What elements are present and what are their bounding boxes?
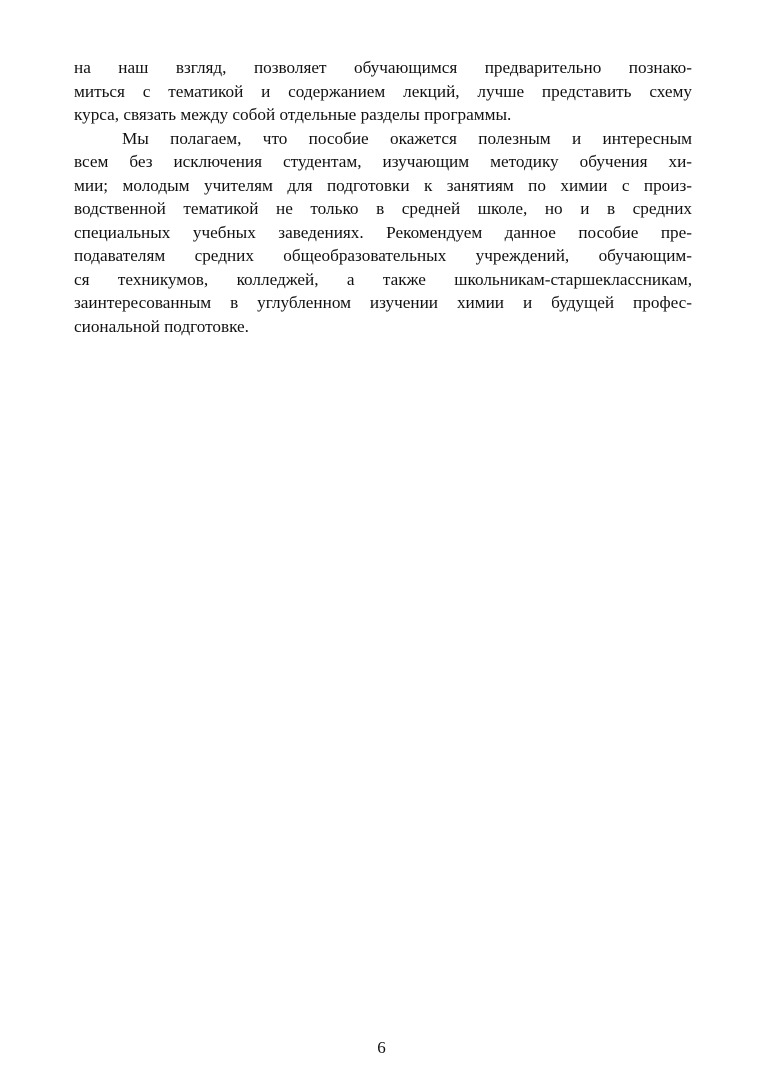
text-line: заинтересованным в углубленном изучении химии и будущей профес- bbox=[74, 293, 692, 312]
text-line: подавателям средних общеобразовательных учреждений, обучающим- bbox=[74, 246, 692, 265]
text-line: сиональной подготовке. bbox=[74, 316, 249, 336]
text-line: специальных учебных заведениях. Рекомендуем данное пособие пре- bbox=[74, 222, 692, 242]
page-text-block bbox=[74, 56, 692, 338]
text-line: мии; молодым учителям для подготовки к занятиям по химии с произ- bbox=[74, 175, 692, 195]
text-line: на наш взгляд, позволяет обучающимся предварительно познако- bbox=[74, 58, 692, 77]
text-line: водственной тематикой не только в средней школе, но и в средних bbox=[74, 199, 692, 218]
text-line: всем без исключения студентам, изучающим методику обучения хи- bbox=[74, 152, 692, 171]
text-line: ся техникумов, колледжей, а также школьникам-старшеклассникам, bbox=[74, 269, 692, 289]
paragraph-1 bbox=[74, 56, 692, 127]
text-line: курса, связать между собой отдельные разделы программы. bbox=[74, 105, 512, 124]
text-line: миться с тематикой и содержанием лекций, лучше представить схему bbox=[74, 81, 692, 101]
paragraph-2 bbox=[74, 127, 692, 339]
text-line: Мы полагаем, что пособие окажется полезным и интересным bbox=[122, 128, 692, 148]
page-number: 6 bbox=[377, 1038, 386, 1057]
